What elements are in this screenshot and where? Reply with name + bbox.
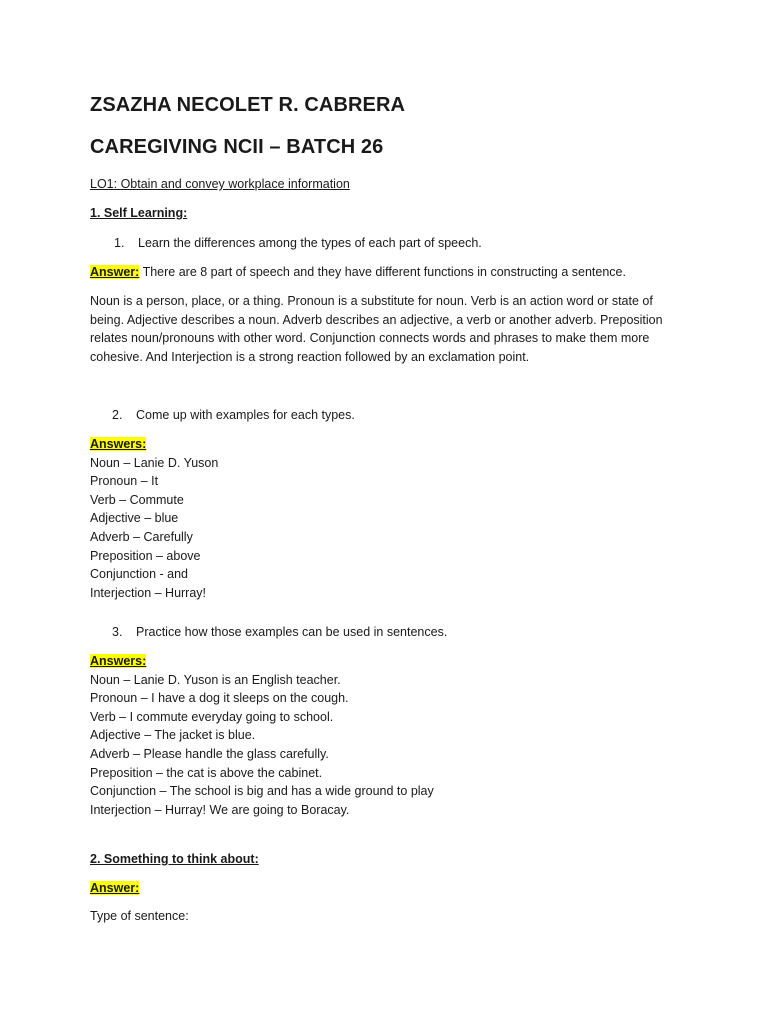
- list-item: Preposition – the cat is above the cabinet.: [90, 765, 323, 780]
- list-item: Pronoun – It: [90, 474, 159, 489]
- question-1: [114, 234, 704, 253]
- list-item: Conjunction - and: [90, 567, 188, 582]
- list-item: Adjective – blue: [90, 511, 179, 526]
- list-item: Adverb – Please handle the glass carefully.: [90, 746, 329, 761]
- section1-heading: 1. Self Learning:: [90, 206, 188, 220]
- answer-2-label: Answers:: [90, 437, 147, 451]
- list-item: Noun – Lanie D. Yuson is an English teacher.: [90, 672, 341, 687]
- list-item: Conjunction – The school is big and has a wide ground to play: [90, 784, 434, 799]
- answer-2-block: [90, 435, 680, 602]
- list-item: Adverb – Carefully: [90, 529, 193, 544]
- list-item: Verb – I commute everyday going to school.: [90, 709, 334, 724]
- question-2-text: Come up with examples for each types.: [136, 408, 355, 422]
- answer-1-label: Answer:: [90, 265, 140, 279]
- answer-1-text: There are 8 part of speech and they have different functions in constructing a sentence.: [139, 265, 626, 279]
- question-2: [112, 406, 702, 425]
- course-title: CAREGIVING NCII – BATCH 26: [90, 136, 384, 158]
- sentence-type-label: Type of sentence:: [90, 909, 189, 923]
- learning-outcome: LO1: Obtain and convey workplace information: [90, 177, 350, 191]
- answer-1: [90, 263, 680, 282]
- list-item: Pronoun – I have a dog it sleeps on the cough.: [90, 691, 349, 706]
- author-name: ZSAZHA NECOLET R. CABRERA: [90, 94, 406, 116]
- section2-heading: 2. Something to think about:: [90, 852, 259, 866]
- answer-3-block: [90, 652, 680, 819]
- question-1-number: 1.: [114, 236, 125, 250]
- section2-answer: [90, 879, 680, 898]
- list-item: Adjective – The jacket is blue.: [90, 728, 256, 743]
- list-item: Interjection – Hurray! We are going to Boracay.: [90, 802, 350, 817]
- question-3: [112, 623, 702, 642]
- question-2-number: 2.: [112, 408, 123, 422]
- list-item: Interjection – Hurray!: [90, 585, 207, 600]
- question-3-text: Practice how those examples can be used in sentences.: [136, 625, 448, 639]
- question-3-number: 3.: [112, 625, 123, 639]
- list-item: Noun – Lanie D. Yuson: [90, 455, 219, 470]
- list-item: Verb – Commute: [90, 492, 184, 507]
- parts-of-speech-paragraph: Noun is a person, place, or a thing. Pronoun is a substitute for noun. Verb is an action word or state of being. Adjective describes a noun. Adverb describes an adjective, a verb or another adverb. Preposition relates noun/pronouns with other word. Conjunction connects words and phrases to make them more cohesive. And Interjection is a strong reaction followed by an exclamation point.: [90, 294, 663, 364]
- list-item: Preposition – above: [90, 548, 201, 563]
- answer-3-label: Answers:: [90, 654, 147, 668]
- question-1-text: Learn the differences among the types of each part of speech.: [138, 236, 482, 250]
- section2-answer-label: Answer:: [90, 881, 140, 895]
